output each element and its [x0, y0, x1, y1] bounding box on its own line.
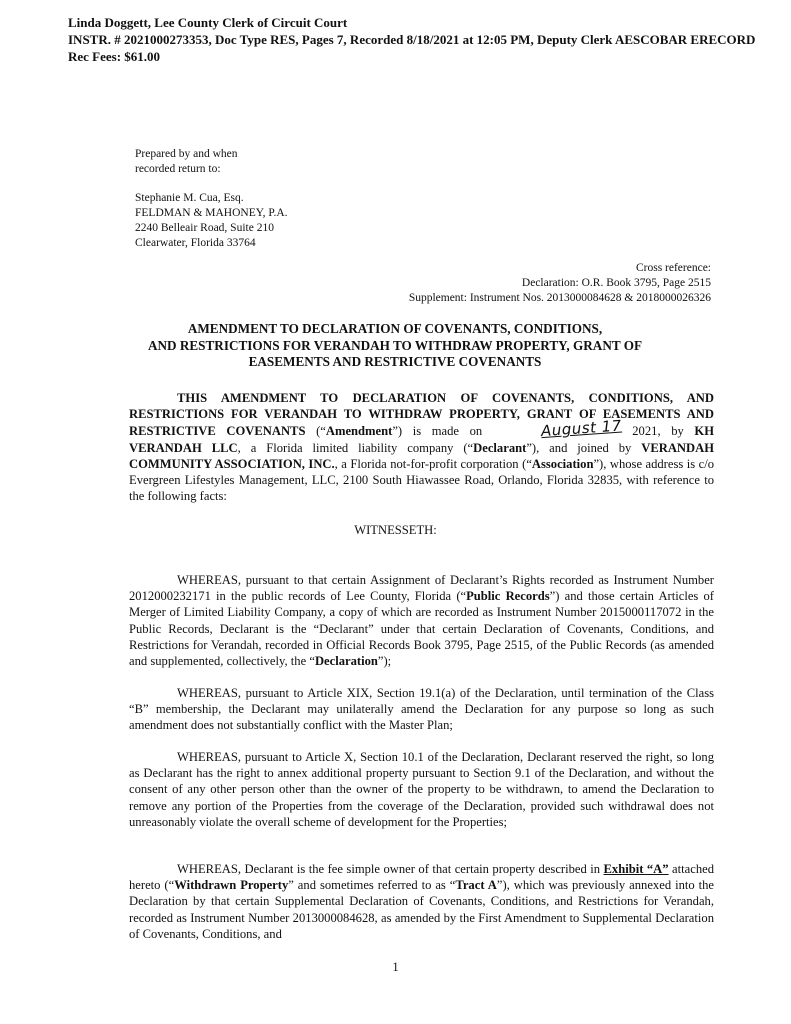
- whereas-text: WHEREAS, pursuant to Article X, Section 10.1 of the Declaration, Declarant reserved the right, so long as Declarant has the right to annex additional property pursuant to Section 9.1 of the Declaration, and without the consent of any other person other than the owner of the property to be withdrawn, to amend the Declaration to remove any portion of the Properties from the coverage of the Declaration, provided such withdrawal does not unreasonably violate the overall scheme of development for the Properties;: [129, 750, 714, 829]
- declarant-term: Declarant: [473, 440, 527, 455]
- preparer-city: Clearwater, Florida 33764: [135, 237, 256, 249]
- clerk-line: Linda Doggett, Lee County Clerk of Circuit Court: [68, 15, 348, 30]
- withdrawn-property-term: Withdrawn Property: [174, 878, 289, 893]
- exhibit-a-reference: Exhibit “A”: [603, 862, 669, 876]
- tract-a-term: Tract A: [455, 878, 497, 893]
- whereas-paragraph-1: [129, 572, 714, 669]
- intro-text: , a Florida limited liability company (“: [237, 440, 474, 455]
- title-line-3: EASEMENTS AND RESTRICTIVE COVENANTS: [248, 354, 542, 369]
- whereas-text: ” and sometimes referred to as “: [288, 878, 456, 893]
- cross-reference-declaration: Declaration: O.R. Book 3795, Page 2515: [521, 277, 711, 289]
- whereas-text: ”), which was previously annexed into the Declaration by that certain Supplemental Declaration of Covenants, Conditions, and Restrictions for Verandah, recorded as Instrument Number 2013000084628, as amended by the First Amendment to Supplemental Declaration of Covenants, Conditions, and: [129, 878, 715, 941]
- page-number: 1: [392, 960, 399, 974]
- amendment-term: Amendment: [325, 424, 393, 439]
- declarant-name: KH VERANDAH LLC: [129, 424, 714, 455]
- whereas-text: WHEREAS, pursuant to Article XIX, Section 19.1(a) of the Declaration, until termination of the Class “B” membership, the Declarant may unilaterally amend the Declaration for any purpose so long as such amendment does not substantially conflict with the Master Plan;: [129, 686, 714, 733]
- preparer-firm: FELDMAN & MAHONEY, P.A.: [135, 207, 288, 219]
- witnesseth-heading: WITNESSETH:: [354, 523, 437, 537]
- whereas-paragraph-3: [129, 749, 714, 830]
- intro-text: , a Florida not-for-profit corporation (“: [334, 456, 532, 471]
- prepared-by-block: [135, 147, 288, 251]
- fees-line: Rec Fees: $61.00: [68, 49, 161, 64]
- whereas-paragraph-4: [129, 861, 714, 942]
- document-title: [110, 321, 680, 371]
- public-records-term: Public Records: [466, 589, 550, 604]
- cross-reference-supplement: Supplement: Instrument Nos. 2013000084628 & 2018000026326: [408, 292, 711, 304]
- intro-text: ”), and joined by: [526, 440, 642, 455]
- whereas-text: WHEREAS, pursuant to that certain Assignment of Declarant’s Rights recorded as Instrument Number 2012000232171 in the public records of Lee County, Florida (“: [129, 573, 714, 604]
- intro-text: ”), whose address is c/o Evergreen Lifestyles Management, LLC, 2100 South Hiawassee Road, Orlando, Florida 32835, with reference to the following facts:: [129, 456, 714, 504]
- cross-reference-label: Cross reference:: [635, 262, 711, 274]
- association-name: VERANDAH COMMUNITY ASSOCIATION, INC.: [129, 440, 715, 471]
- intro-bold-lead: THIS AMENDMENT TO DECLARATION OF COVENANTS, CONDITIONS, AND RESTRICTIONS FOR VERANDAH TO WITHDRAW PROPERTY, GRANT OF EASEMENTS AND RESTRICTIVE COVENANTS: [129, 391, 714, 439]
- preparer-name: Stephanie M. Cua, Esq.: [135, 192, 244, 204]
- whereas-paragraph-2: [129, 685, 714, 734]
- whereas-text: ”) and those certain Articles of Merger of Limited Liability Company, a copy of which are recorded as Instrument Number 2015000117072 in the Public Records, Declarant is the “Declarant” under that certain Declaration of Covenants, Conditions, and Restrictions for Verandah, recorded in Official Records Book 3795, Page 2515, of the Public Records (as amended and supplemented, collectively, the “: [129, 589, 714, 669]
- instrument-line: INSTR. # 2021000273353, Doc Type RES, Pages 7, Recorded 8/18/2021 at 12:05 PM, Deputy Clerk AESCOBAR ERECORD: [68, 32, 756, 47]
- intro-paragraph: [129, 390, 714, 504]
- handwritten-date: August 17: [540, 416, 623, 441]
- prepared-by-label-1: Prepared by and when: [135, 148, 238, 160]
- intro-text: ”) is made on: [392, 424, 493, 439]
- prepared-by-label-2: recorded return to:: [135, 163, 221, 175]
- recording-stamp: [68, 14, 755, 65]
- title-line-1: AMENDMENT TO DECLARATION OF COVENANTS, CONDITIONS,: [187, 321, 603, 336]
- cross-reference-block: [409, 261, 711, 306]
- preparer-street: 2240 Belleair Road, Suite 210: [135, 222, 274, 234]
- whereas-text: attached hereto (“: [129, 862, 715, 893]
- intro-text: 2021, by: [621, 424, 695, 439]
- declaration-term: Declaration: [314, 654, 378, 669]
- whereas-text: WHEREAS, Declarant is the fee simple owner of that certain property described in: [177, 862, 604, 876]
- title-line-2: AND RESTRICTIONS FOR VERANDAH TO WITHDRAW PROPERTY, GRANT OF: [147, 337, 643, 353]
- whereas-text: ”);: [377, 654, 392, 669]
- association-term: Association: [531, 456, 594, 471]
- intro-text: (“: [305, 424, 326, 439]
